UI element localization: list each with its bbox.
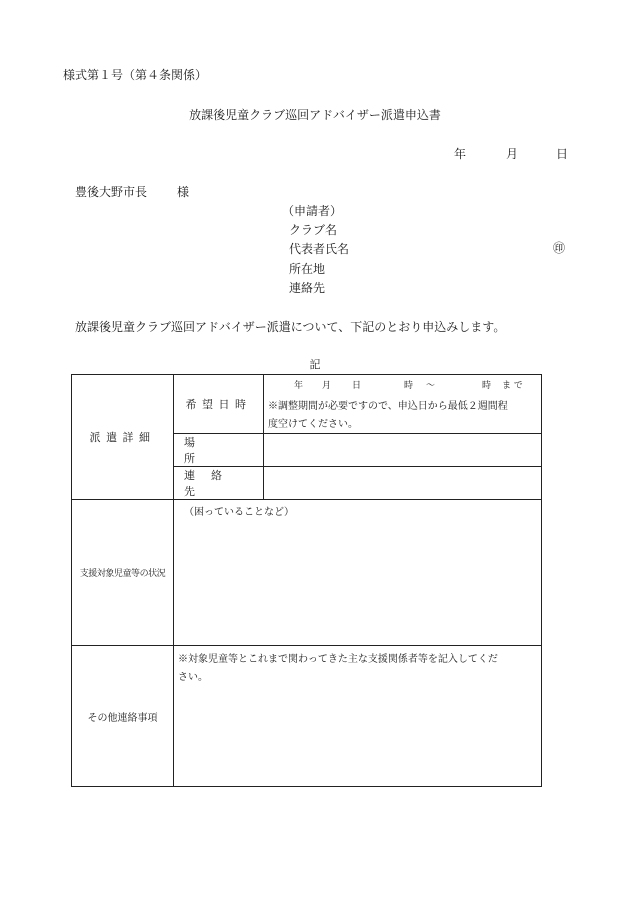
dt-hour-to: 時 <box>482 381 492 391</box>
row-support-status <box>72 500 542 646</box>
dt-note-line-2: 度空けてください。 <box>268 419 358 430</box>
dt-day: 日 <box>352 381 362 391</box>
dt-tilde: ～ <box>426 381 436 391</box>
dt-month: 月 <box>322 381 332 391</box>
support-status-label: 支援対象児童等の状況 <box>79 569 166 579</box>
desired-datetime-cell <box>174 375 264 434</box>
dispatch-details-cell <box>72 375 174 500</box>
row-desired-datetime <box>72 375 542 434</box>
addressee-honorific: 様 <box>177 185 190 199</box>
document-title: 放課後児童クラブ巡回アドバイザー派遣申込書 <box>189 108 441 122</box>
place-label-cell <box>174 434 264 467</box>
addressee-name: 豊後大野市長 <box>75 185 148 199</box>
representative-label: 代表者氏名 <box>289 242 350 256</box>
address-label: 所在地 <box>289 262 326 276</box>
dt-until: まで <box>502 381 526 391</box>
other-contact-cell <box>72 646 174 787</box>
other-hint-line-2: さい。 <box>178 672 208 683</box>
desired-datetime-input[interactable] <box>264 375 542 434</box>
form-number: 様式第１号（第４条関係） <box>63 68 208 82</box>
dt-note-line-1: ※調整期間が必要ですので、申込日から最低２週間程 <box>268 401 508 412</box>
date-year: 年 <box>454 147 467 161</box>
applicant-heading: （申請者） <box>282 204 343 218</box>
seal-mark: ㊞ <box>553 241 566 255</box>
support-status-hint: （困っていることなど） <box>184 507 294 518</box>
contact-label: 連絡先 <box>289 281 326 295</box>
contact-table-label: 連絡先 <box>184 469 238 498</box>
contact-input[interactable] <box>264 467 542 500</box>
other-contact-input[interactable] <box>174 646 542 787</box>
place-label: 場所 <box>184 436 231 465</box>
request-statement: 放課後児童クラブ巡回アドバイザー派遣について、下記のとおり申込みします。 <box>75 320 506 334</box>
club-name-label: クラブ名 <box>289 223 338 237</box>
date-day: 日 <box>556 147 569 161</box>
support-status-input[interactable] <box>174 500 542 646</box>
dispatch-details-label: 派遣詳細 <box>89 431 156 444</box>
other-hint-line-1: ※対象児童等とこれまで関わってきた主な支援関係者等を記入してくだ <box>178 654 498 665</box>
application-table <box>71 374 542 787</box>
desired-datetime-label: 希望日時 <box>185 398 252 411</box>
dt-hour-from: 時 <box>404 381 414 391</box>
ki-heading: 記 <box>309 358 321 371</box>
other-contact-label: その他連絡事項 <box>87 712 158 724</box>
support-status-cell <box>72 500 174 646</box>
contact-label-cell <box>174 467 264 500</box>
place-input[interactable] <box>264 434 542 467</box>
row-other-contact <box>72 646 542 787</box>
dt-year: 年 <box>294 381 304 391</box>
date-month: 月 <box>506 147 519 161</box>
